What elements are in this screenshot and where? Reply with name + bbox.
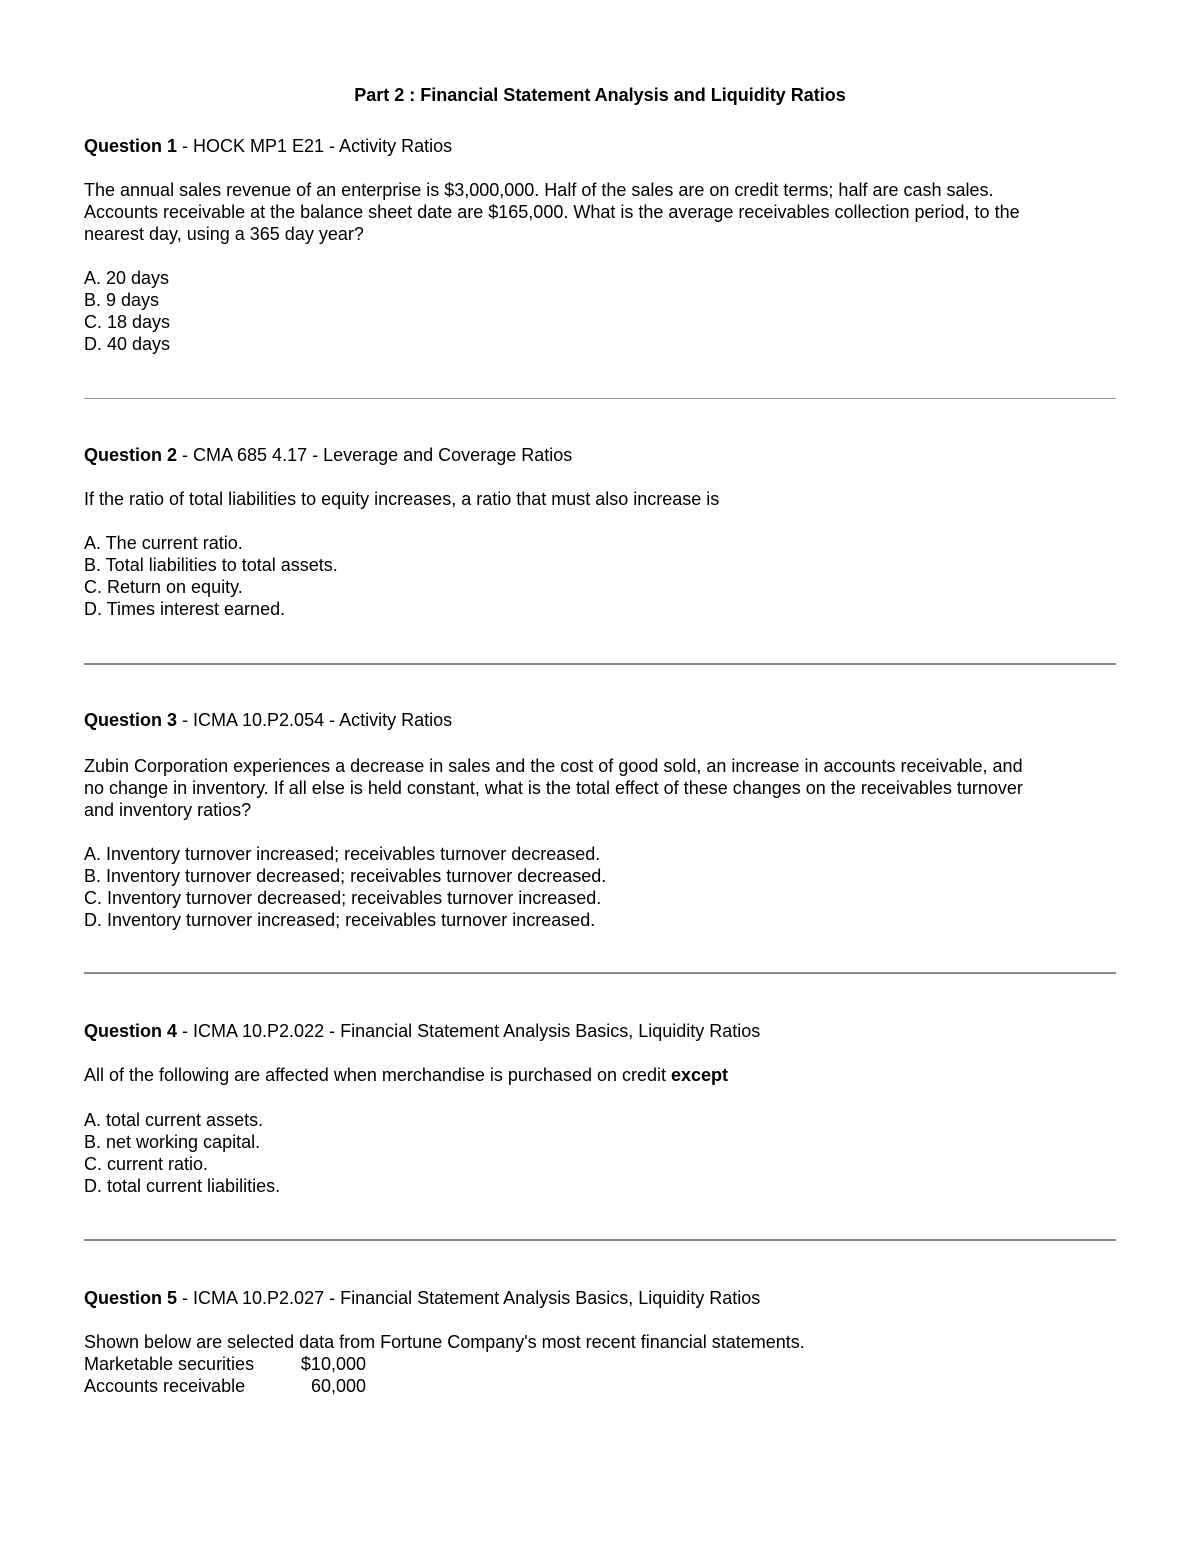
question-4-stem — [84, 1064, 1116, 1086]
question-label: Question 5 — [84, 1288, 178, 1308]
stem-text: All of the following are affected when merchandise is purchased on credit — [84, 1065, 672, 1085]
answer-option: B. Inventory turnover decreased; receivables turnover decreased. — [84, 866, 607, 886]
stem-line — [84, 1064, 1116, 1086]
question-4 — [84, 1020, 1116, 1042]
question-label: Question 3 — [84, 710, 178, 730]
answer-option: B. Total liabilities to total assets. — [84, 555, 338, 575]
data-row — [84, 1375, 1116, 1397]
answer-option: C. current ratio. — [84, 1154, 209, 1174]
answer-option: A. total current assets. — [84, 1110, 264, 1130]
question-4-options — [84, 1109, 1116, 1197]
data-label: Marketable securities — [84, 1354, 255, 1374]
stem-line: Shown below are selected data from Fortune Company's most recent financial statements. — [84, 1332, 805, 1352]
question-3-stem — [84, 755, 1116, 821]
question-5-stem — [84, 1331, 1116, 1397]
question-2-options — [84, 532, 1116, 620]
answer-option: D. 40 days — [84, 334, 171, 354]
answer-option: A. The current ratio. — [84, 533, 243, 553]
question-3 — [84, 709, 1116, 731]
question-label: Question 4 — [84, 1021, 178, 1041]
answer-option: C. Inventory turnover decreased; receivables turnover increased. — [84, 888, 602, 908]
question-heading — [84, 444, 1116, 466]
stem-line: no change in inventory. If all else is held constant, what is the total effect of these changes on the receivables turnover — [84, 778, 1023, 798]
answer-option: A. Inventory turnover increased; receivables turnover decreased. — [84, 844, 601, 864]
question-2-stem — [84, 488, 1116, 510]
section-divider — [84, 972, 1116, 974]
stem-line: and inventory ratios? — [84, 800, 252, 820]
document-title: Part 2 : Financial Statement Analysis and Liquidity Ratios — [354, 85, 846, 105]
question-label: Question 1 — [84, 136, 178, 156]
question-2 — [84, 444, 1116, 466]
data-label: Accounts receivable — [84, 1376, 246, 1396]
question-reference: - CMA 685 4.17 - Leverage and Coverage Ratios — [177, 445, 573, 465]
question-heading — [84, 1020, 1116, 1042]
question-1-stem — [84, 179, 1116, 245]
stem-line: nearest day, using a 365 day year? — [84, 224, 364, 244]
section-divider — [84, 1239, 1116, 1241]
data-value: 60,000 — [310, 1376, 366, 1396]
stem-line: The annual sales revenue of an enterprise is $3,000,000. Half of the sales are on credit terms; half are cash sales. — [84, 180, 994, 200]
answer-option: D. Times interest earned. — [84, 599, 286, 619]
answer-option: B. 9 days — [84, 290, 160, 310]
question-3-options — [84, 843, 1116, 931]
answer-option: B. net working capital. — [84, 1132, 261, 1152]
stem-line: Accounts receivable at the balance sheet date are $165,000. What is the average receivables collection period, to the — [84, 202, 1020, 222]
question-heading — [84, 709, 1116, 731]
answer-option: C. 18 days — [84, 312, 171, 332]
answer-option: D. Inventory turnover increased; receivables turnover increased. — [84, 910, 596, 930]
data-row — [84, 1353, 1116, 1375]
stem-line: If the ratio of total liabilities to equity increases, a ratio that must also increase is — [84, 489, 720, 509]
answer-option: C. Return on equity. — [84, 577, 243, 597]
stem-emphasis: except — [671, 1065, 729, 1085]
question-label: Question 2 — [84, 445, 178, 465]
question-reference: - ICMA 10.P2.054 - Activity Ratios — [177, 710, 453, 730]
data-value: $10,000 — [300, 1354, 366, 1374]
answer-option: A. 20 days — [84, 268, 170, 288]
question-5 — [84, 1287, 1116, 1309]
question-reference: - ICMA 10.P2.027 - Financial Statement Analysis Basics, Liquidity Ratios — [177, 1288, 761, 1308]
section-divider — [84, 398, 1116, 399]
answer-option: D. total current liabilities. — [84, 1176, 281, 1196]
question-1 — [84, 135, 1116, 157]
stem-line: Zubin Corporation experiences a decrease in sales and the cost of good sold, an increase in accounts receivable, and — [84, 756, 1023, 776]
question-reference: - HOCK MP1 E21 - Activity Ratios — [177, 136, 453, 156]
section-divider — [84, 663, 1116, 665]
question-heading — [84, 135, 1116, 157]
question-heading — [84, 1287, 1116, 1309]
question-1-options — [84, 267, 1116, 355]
question-reference: - ICMA 10.P2.022 - Financial Statement Analysis Basics, Liquidity Ratios — [177, 1021, 761, 1041]
